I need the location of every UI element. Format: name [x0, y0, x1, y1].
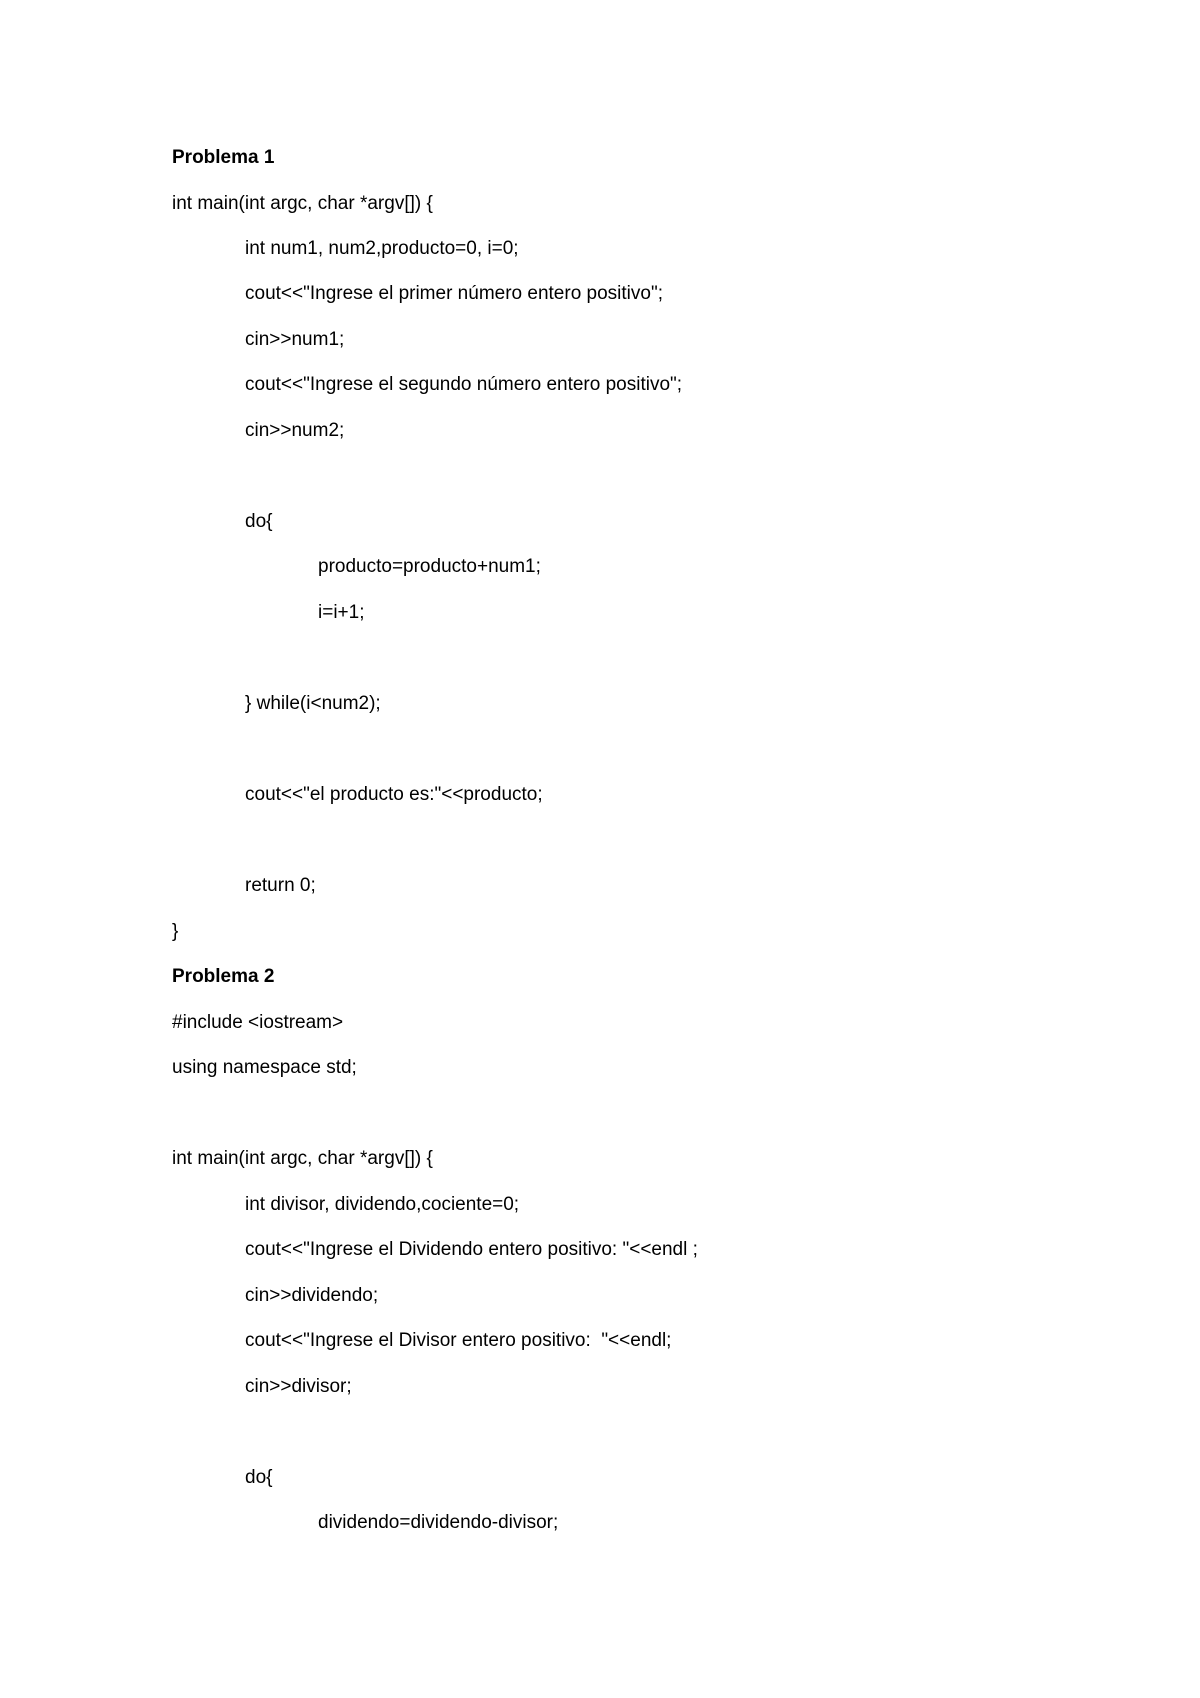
code-line: do{ [245, 1467, 273, 1488]
code-line: cin>>num1; [245, 329, 345, 350]
code-line: #include <iostream> [172, 1012, 344, 1033]
code-line: using namespace std; [172, 1057, 357, 1078]
code-line: cout<<"el producto es:"<<producto; [245, 784, 543, 805]
code-line: cout<<"Ingrese el Dividendo entero positivo: "<<endl ; [245, 1239, 698, 1260]
code-line: dividendo=dividendo-divisor; [318, 1512, 559, 1533]
code-line: int num1, num2,producto=0, i=0; [245, 238, 519, 259]
code-line: do{ [245, 511, 273, 532]
code-line: cin>>dividendo; [245, 1285, 379, 1306]
code-line: cout<<"Ingrese el segundo número entero positivo"; [245, 374, 683, 395]
code-line: return 0; [245, 875, 316, 896]
code-line: cin>>num2; [245, 420, 345, 441]
problem2-heading: Problema 2 [172, 966, 275, 987]
code-line: int divisor, dividendo,cociente=0; [245, 1194, 520, 1215]
code-line: int main(int argc, char *argv[]) { [172, 1148, 433, 1169]
code-line: int main(int argc, char *argv[]) { [172, 193, 433, 214]
code-line: cin>>divisor; [245, 1376, 352, 1397]
problem1-heading: Problema 1 [172, 147, 275, 168]
code-line: } while(i<num2); [245, 693, 381, 714]
code-line: } [172, 921, 179, 942]
code-line: cout<<"Ingrese el Divisor entero positivo: "<<endl; [245, 1330, 672, 1351]
code-line: i=i+1; [318, 602, 365, 623]
code-line: cout<<"Ingrese el primer número entero positivo"; [245, 283, 663, 304]
code-line: producto=producto+num1; [318, 556, 541, 577]
